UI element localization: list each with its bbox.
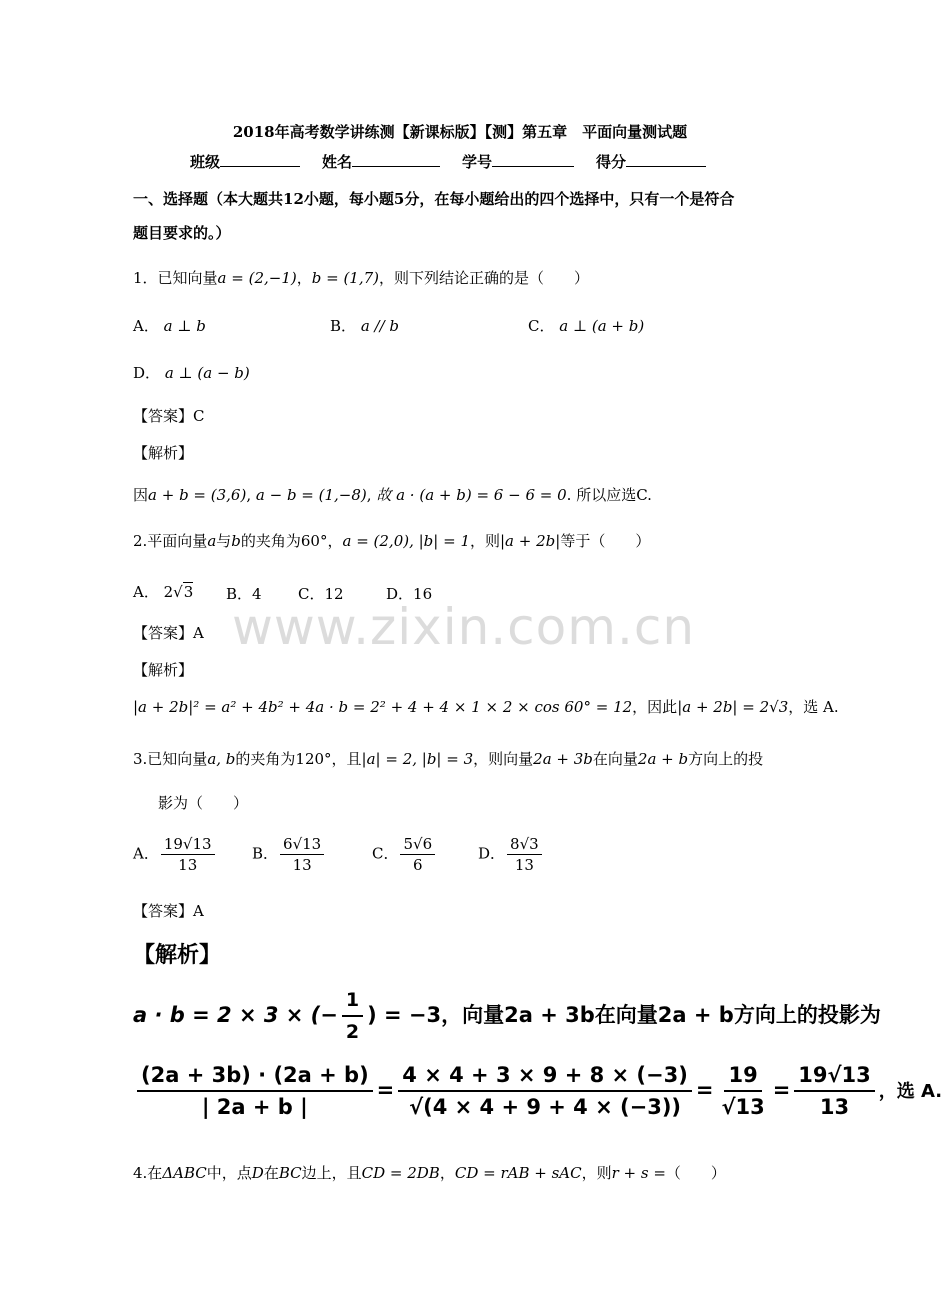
q2-option-a-radicand: 3: [183, 583, 194, 601]
q1-analysis-dot: 故 a · (a + b) = 6 − 6 = 0: [376, 486, 567, 504]
q3-analysis-line1: [133, 985, 881, 1047]
q3-analysis-frac4-num: 19√13: [794, 1060, 874, 1092]
q3-analysis-half-den: 2: [345, 1021, 360, 1043]
q3-analysis-half-num: 1: [342, 985, 363, 1017]
q1-option-b[interactable]: [330, 315, 399, 336]
q3-option-a-label: A．: [133, 844, 159, 863]
q1-stem-prefix: 1．已知向量: [133, 269, 218, 287]
q3-option-d-label: D．: [478, 844, 506, 863]
q3-analysis-label: 【解析】: [133, 943, 222, 968]
class-field[interactable]: [220, 152, 300, 167]
q3-option-a-fraction: [161, 834, 215, 875]
q2-analysis-label: 【解析】: [133, 661, 194, 679]
class-label: 班级: [190, 153, 221, 171]
q1-option-a[interactable]: [133, 315, 206, 336]
q2-stem-5: 的夹角为60°，: [240, 532, 343, 550]
q3-option-b[interactable]: [252, 834, 326, 875]
q4-stem-11: ，则: [581, 1164, 612, 1182]
q3-stem-9: 方向上的投: [688, 750, 764, 768]
q2-stem: [133, 530, 650, 551]
q2-analysis-suffix: ，选 A.: [788, 698, 839, 716]
q3-option-d-den: 13: [514, 856, 534, 874]
q1-option-b-label: B．: [330, 317, 357, 335]
q2-option-a-coef: 2: [163, 583, 174, 601]
q1-option-c-text: a ⊥ (a + b): [559, 317, 645, 335]
q1-answer: 【答案】C: [133, 407, 205, 425]
q3-stem-ab: a, b: [207, 750, 236, 768]
q2-stem-6: a = (2,0), |b| = 1: [342, 532, 470, 550]
q3-option-a-den: 13: [178, 856, 198, 874]
score-label: 得分: [596, 153, 627, 171]
q3-analysis-frac1-num: (2a + 3b) · (2a + b): [137, 1060, 373, 1092]
q1-analysis: 因a + b = (3,6), a − b = (1,−8), 故 a · (a + b) = 6 − 6 = 0. 所以应选C.: [133, 486, 652, 504]
q4-stem-13: （ ）: [665, 1164, 726, 1182]
q3-option-d[interactable]: [478, 834, 544, 875]
q3-analysis-frac3-den: √13: [721, 1095, 765, 1119]
q1-option-a-text: a ⊥ b: [163, 317, 206, 335]
q2-stem-3: 与: [216, 532, 232, 550]
q1-vector-a: a = (2,−1): [217, 269, 297, 287]
q1-analysis-label: 【解析】: [133, 444, 194, 462]
q3-stem-line1: [133, 748, 763, 769]
q2-option-a[interactable]: A． 2√3: [133, 583, 194, 601]
q1-stem: 1．已知向量a = (2,−1)，b = (1,7)，则下列结论正确的是（ ）: [133, 269, 590, 287]
q4-stem-triangle: ΔABC: [162, 1164, 207, 1182]
q4-stem-7: 边上，且: [301, 1164, 362, 1182]
q4-stem-side: BC: [278, 1164, 302, 1182]
q2-analysis-formula: |a + 2b|² = a² + 4b² + 4a · b = 2² + 4 + 4 × 1 × 2 × cos 60° = 12: [133, 698, 633, 716]
page-title: 2018年高考数学讲练测【新课标版】【测】第五章 平面向量测试题: [232, 123, 688, 141]
id-label: 学号: [462, 153, 493, 171]
q4-stem-1: 4.在: [133, 1164, 163, 1182]
q2-analysis: [133, 696, 839, 717]
q3-option-b-fraction: [280, 834, 324, 875]
name-label: 姓名: [322, 153, 353, 171]
q3-analysis-line1-end: ) = −3: [367, 1003, 442, 1027]
q1-option-b-text: a // b: [360, 317, 400, 335]
q1-option-c-label: C．: [528, 317, 555, 335]
q3-analysis-line2: $\frac{(2a + 3b) \cdot (2a + b)}{| 2a + b |}$ = $\frac{4 \times 4 + 3 \times 9 + 8 \times (-3)}{√(4 \times 4 + 9 + 4 \times (-3))}$ = $\frac{19}{√13}$ = $\frac{19√13}{13}$ ，选 A.: [133, 1060, 942, 1122]
q3-option-d-num: 8√3: [507, 834, 542, 855]
q4-stem-3: 中，点: [206, 1164, 252, 1182]
q1-analysis-prefix: 因: [133, 486, 149, 504]
q3-option-a[interactable]: [133, 834, 217, 875]
q4-stem-12: r + s =: [611, 1164, 666, 1182]
watermark-text: www.zixin.com.cn: [232, 598, 696, 656]
name-field[interactable]: [352, 152, 440, 167]
student-info-line: [190, 151, 706, 172]
q3-stem-3: 的夹角为120°，且: [235, 750, 362, 768]
q1-option-d[interactable]: [133, 362, 250, 383]
q1-stem-suffix: ，则下列结论正确的是（ ）: [379, 269, 590, 287]
q2-answer: 【答案】A: [133, 624, 204, 642]
q3-option-c-num: 5√6: [400, 834, 435, 855]
q2-analysis-mid: ，因此: [632, 698, 678, 716]
q3-analysis-frac2-den: √(4 × 4 + 9 + 4 × (−3)): [409, 1095, 682, 1119]
q4-stem-8: CD = 2DB: [361, 1164, 440, 1182]
q3-stem-1: 3.已知向量: [133, 750, 208, 768]
q4-stem-9: ，: [439, 1164, 455, 1182]
q3-option-c[interactable]: [372, 834, 437, 875]
q3-option-b-num: 6√13: [280, 834, 324, 855]
q3-analysis-half: [342, 985, 363, 1047]
q3-analysis-frac4-den: 13: [819, 1095, 850, 1119]
q3-option-d-fraction: [507, 834, 542, 875]
q3-analysis-line2-suffix: ，选 A.: [878, 1081, 942, 1102]
q3-analysis-frac2: [398, 1060, 692, 1122]
score-field[interactable]: [626, 152, 706, 167]
q3-stem-8: 2a + b: [637, 750, 689, 768]
q2-option-a-label: A．: [133, 583, 159, 601]
q2-option-d[interactable]: D．16: [386, 585, 433, 603]
q3-option-c-label: C．: [372, 844, 399, 863]
q4-stem: [133, 1162, 726, 1183]
q2-stem-7: ，则: [469, 532, 500, 550]
q1-analysis-sum: a + b = (3,6): [148, 486, 247, 504]
q3-analysis-frac3: [717, 1060, 768, 1122]
q3-option-c-den: 6: [413, 856, 423, 874]
q1-option-c[interactable]: [528, 315, 644, 336]
q3-analysis-frac2-num: 4 × 4 + 3 × 9 + 8 × (−3): [398, 1060, 692, 1092]
q3-stem-6: 2a + 3b: [533, 750, 593, 768]
q2-option-c[interactable]: C．12: [298, 585, 344, 603]
q2-analysis-result: |a + 2b| = 2√3: [677, 698, 789, 716]
q3-option-c-fraction: [400, 834, 435, 875]
section-heading-line1: 一、选择题（本大题共12小题，每小题5分，在每小题给出的四个选择中，只有一个是符合: [133, 190, 735, 208]
q4-stem-10: CD = rAB + sAC: [454, 1164, 582, 1182]
q2-stem-a: a: [207, 532, 217, 550]
q1-option-d-label: D．: [133, 364, 161, 382]
section-heading-line2: 题目要求的。）: [133, 224, 231, 242]
q3-analysis-frac3-num: 19: [724, 1060, 761, 1092]
q2-stem-9: 等于（ ）: [560, 532, 651, 550]
q2-option-b[interactable]: B．4: [226, 585, 262, 603]
q3-option-a-num: 19√13: [161, 834, 215, 855]
q3-analysis-frac4: [794, 1060, 874, 1122]
q1-vector-b: b = (1,7): [311, 269, 380, 287]
q3-analysis-dot-product: a · b = 2 × 3 × (−: [133, 1003, 338, 1027]
q3-stem-5: ，则向量: [473, 750, 534, 768]
q4-stem-point: D: [251, 1164, 264, 1182]
q1-option-a-label: A．: [133, 317, 159, 335]
q3-option-b-den: 13: [292, 856, 312, 874]
q4-stem-5: 在: [263, 1164, 279, 1182]
q2-stem-8: |a + 2b|: [500, 532, 561, 550]
id-field[interactable]: [492, 152, 574, 167]
q3-analysis-line1-text: ，向量2a + 3b在向量2a + b方向上的投影为: [441, 1003, 881, 1027]
q3-option-b-label: B．: [252, 844, 279, 863]
q2-stem-b: b: [231, 532, 241, 550]
q3-stem-4: |a| = 2, |b| = 3: [361, 750, 474, 768]
q1-option-d-text: a ⊥ (a − b): [164, 364, 250, 382]
q3-analysis-frac1: [137, 1060, 373, 1122]
q1-analysis-diff: a − b = (1,−8): [255, 486, 367, 504]
q3-answer: 【答案】A: [133, 902, 204, 920]
q3-stem-line2: 影为（ ）: [158, 794, 249, 812]
q1-analysis-suffix: . 所以应选C.: [566, 486, 652, 504]
q3-analysis-frac1-den: | 2a + b |: [201, 1095, 308, 1119]
q2-stem-1: 2.平面向量: [133, 532, 208, 550]
q3-stem-7: 在向量: [592, 750, 638, 768]
